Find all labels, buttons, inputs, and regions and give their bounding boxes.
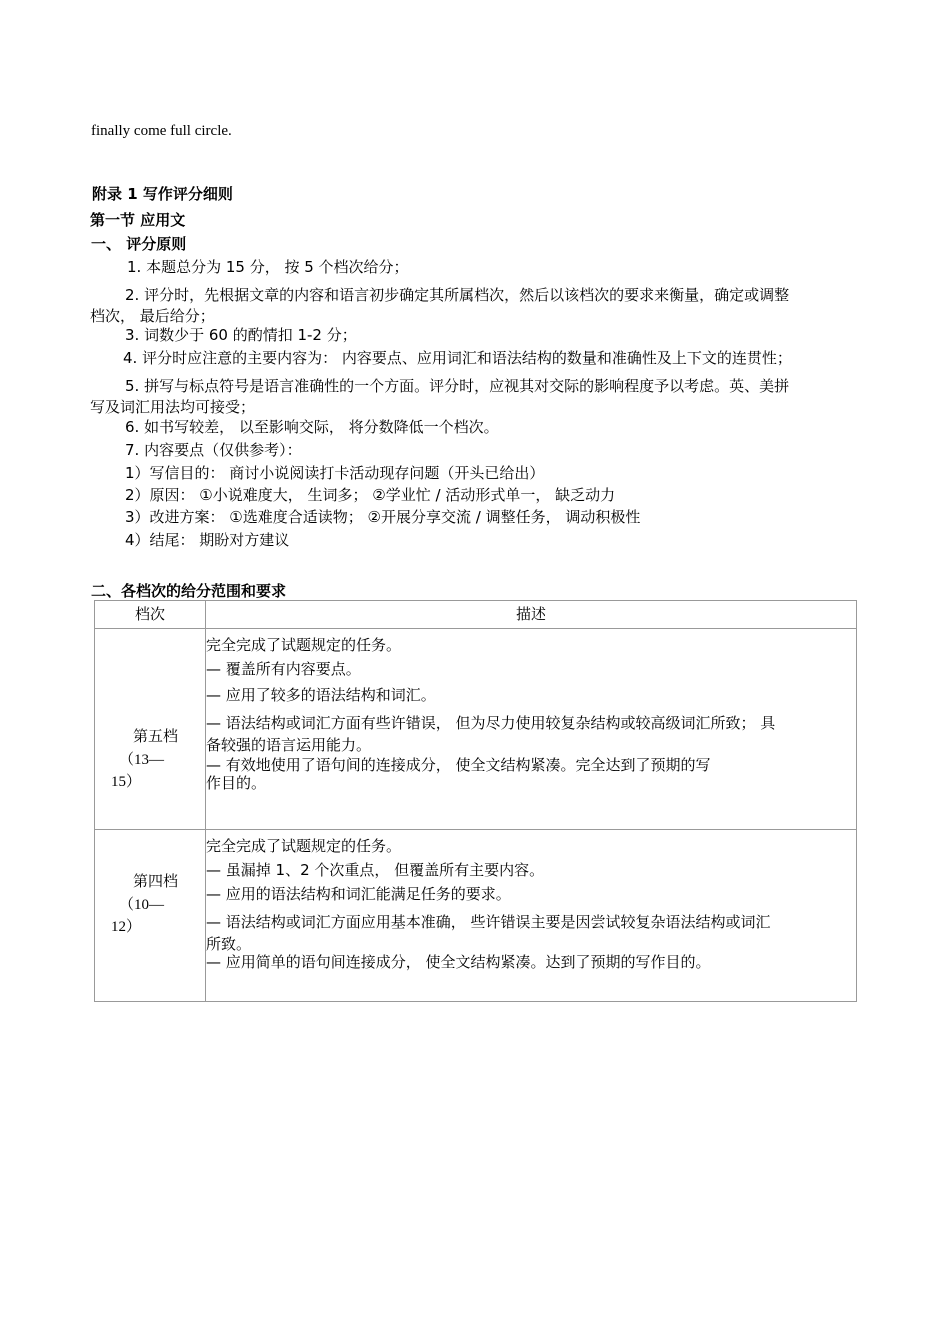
- header-description: 描述: [206, 601, 857, 629]
- desc-line: 完全完成了试题规定的任务。: [206, 636, 402, 654]
- desc-line: 完全完成了试题规定的任务。: [206, 837, 402, 855]
- level-cell: [95, 830, 206, 1002]
- table-row: [95, 830, 857, 1002]
- description-cell: [206, 830, 857, 1002]
- header-level: 档次: [95, 601, 206, 629]
- rule-6: 6. 如书写较差， 以至影响交际， 将分数降低一个档次。: [125, 418, 499, 436]
- point-1: 1）写信目的： 商讨小说阅读打卡活动现存问题（开头已给出）: [125, 464, 545, 482]
- desc-line: — 语法结构或词汇方面有些许错误， 但为尽力使用较复杂结构或较高级词汇所致； 具: [206, 714, 776, 732]
- part2-title: 二、各档次的给分范围和要求: [91, 582, 287, 600]
- continuation-text: finally come full circle.: [91, 123, 232, 139]
- rule-5: 5. 拼写与标点符号是语言准确性的一个方面。评分时，应视其对交际的影响程度予以考虑。英、美拼: [125, 377, 790, 395]
- part1-title: 一、 评分原则: [91, 235, 187, 253]
- level-name: 第五档: [133, 727, 179, 745]
- level-range-end: 15）: [111, 774, 142, 790]
- point-3: 3）改进方案： ①选难度合适读物； ②开展分享交流 / 调整任务， 调动积极性: [125, 508, 641, 526]
- point-2: 2）原因： ①小说难度大， 生词多； ②学业忙 / 活动形式单一， 缺乏动力: [125, 486, 616, 504]
- description-cell: [206, 629, 857, 830]
- desc-line: — 覆盖所有内容要点。: [206, 660, 361, 678]
- grading-table: [94, 600, 857, 1002]
- level-name: 第四档: [133, 872, 179, 890]
- table-row: [95, 629, 857, 830]
- desc-line: — 应用了较多的语法结构和词汇。: [206, 686, 436, 704]
- rule-3: 3. 词数少于 60 的酌情扣 1-2 分；: [125, 326, 357, 344]
- desc-line: — 应用简单的语句间连接成分， 使全文结构紧凑。达到了预期的写作目的。: [206, 953, 711, 971]
- level-range: （13—: [119, 752, 165, 768]
- rule-1: 1. 本题总分为 15 分， 按 5 个档次给分；: [127, 258, 409, 276]
- level-range-end: 12）: [111, 919, 142, 935]
- desc-line: — 应用的语法结构和词汇能满足任务的要求。: [206, 885, 511, 903]
- desc-line: 备较强的语言运用能力。: [206, 736, 372, 754]
- rule-5-cont: 写及词汇用法均可接受；: [90, 398, 256, 416]
- level-cell: [95, 629, 206, 830]
- desc-line: 所致。: [206, 935, 252, 953]
- section-title: 第一节 应用文: [90, 211, 186, 229]
- rule-7: 7. 内容要点（仅供参考）：: [125, 441, 302, 459]
- table-header-row: [95, 601, 857, 629]
- appendix-title: 附录 1 写作评分细则: [92, 185, 233, 203]
- level-range: （10—: [119, 897, 165, 913]
- desc-line: — 语法结构或词汇方面应用基本准确， 些许错误主要是因尝试较复杂语法结构或词汇: [206, 913, 771, 931]
- rule-4: 4. 评分时应注意的主要内容为： 内容要点、应用词汇和语法结构的数量和准确性及上下文的连贯性；: [123, 349, 792, 367]
- desc-line: — 虽漏掉 1、2 个次重点， 但覆盖所有主要内容。: [206, 861, 545, 879]
- point-4: 4）结尾： 期盼对方建议: [125, 531, 290, 549]
- desc-line: — 有效地使用了语句间的连接成分， 使全文结构紧凑。完全达到了预期的写: [206, 756, 711, 774]
- rule-2: 2. 评分时，先根据文章的内容和语言初步确定其所属档次，然后以该档次的要求来衡量，确定或调整: [125, 286, 790, 304]
- desc-line: 作目的。: [206, 774, 267, 792]
- rule-2-cont: 档次， 最后给分；: [90, 307, 215, 325]
